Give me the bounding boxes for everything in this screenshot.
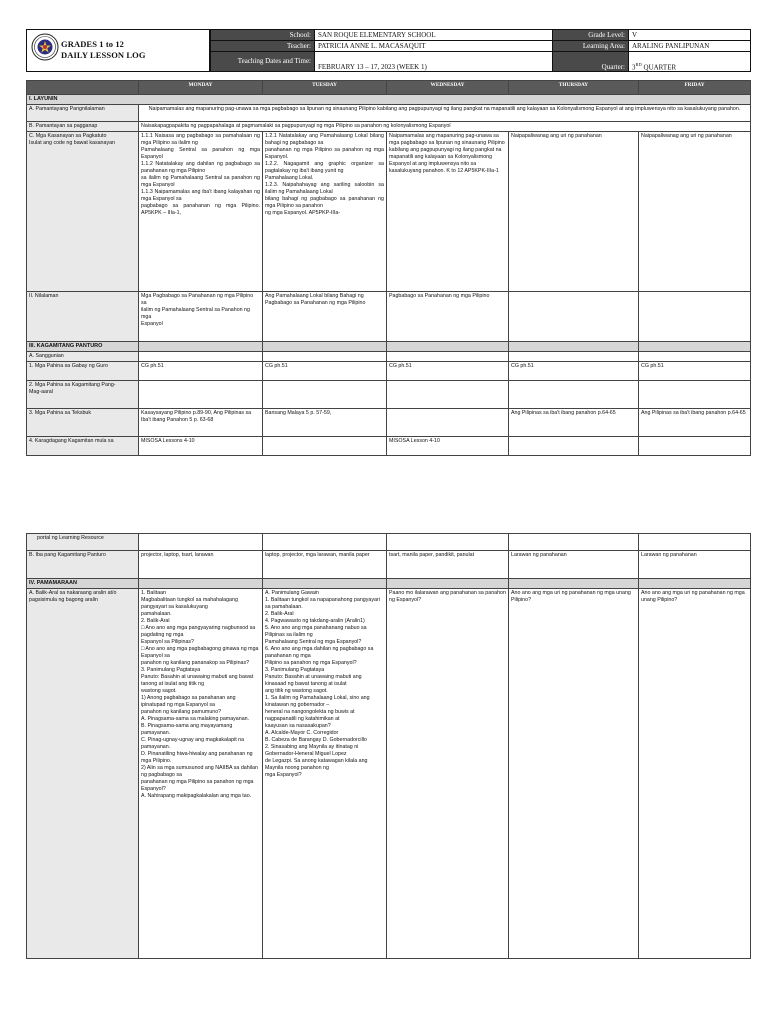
row-sanggunian — [27, 352, 751, 362]
kma-blank-4 — [509, 381, 639, 409]
lesson-log-table-1 — [26, 80, 751, 456]
row-nilalaman — [27, 292, 751, 342]
nilalaman-tuesday: Ang Pamahalaang Lokal bilang Bahagi ng Pagbabago sa Panahanan ng mga Pilipino — [263, 292, 387, 342]
row-pamantayan-pagganap — [27, 122, 751, 132]
iba-thursday: Larawan ng panahanan — [509, 551, 639, 579]
karagdagang-tuesday — [263, 437, 387, 456]
header-meta-table — [210, 29, 751, 72]
dates-label: Teaching Dates and Time: — [211, 51, 315, 71]
gabay-label: 1. Mga Pahina sa Gabay ng Guro — [27, 362, 139, 381]
sanggunian-blank-2 — [263, 352, 387, 362]
nilalaman-wednesday: Pagbabago sa Panahanan ng mga Pilipino — [387, 292, 509, 342]
day-monday: MONDAY — [139, 81, 263, 95]
iba-monday: projector, laptop, tsart, larawan — [139, 551, 263, 579]
kagamitang-mag-aaral-label: 2. Mga Pahina sa Kagamitang Pang- Mag-aaral — [27, 381, 139, 409]
teksbuk-wednesday — [387, 409, 509, 437]
nilalaman-monday: Mga Pagbabago sa Panahanan ng mga Pilipino sa ilalim ng Pamahalaang Sentral sa Panahon ng mga Espanyol — [139, 292, 263, 342]
row-karagdagang-kagamitan — [27, 437, 751, 456]
teacher-label: Teacher: — [211, 40, 315, 51]
area-value: ARALING PANLIPUNAN — [629, 40, 751, 51]
sanggunian-blank-3 — [387, 352, 509, 362]
row-kasanayan — [27, 132, 751, 292]
balik-aral-wednesday: Paano mo ilalarawan ang panahanan sa panahon ng Espanyol? — [387, 589, 509, 959]
title-line-1: GRADES 1 to 12 — [61, 39, 125, 49]
sanggunian-label: A. Sanggunian — [27, 352, 139, 362]
nilalaman-thursday — [509, 292, 639, 342]
dll-title — [61, 39, 146, 61]
karagdagang-thursday — [509, 437, 639, 456]
teksbuk-tuesday: Bansang Malaya 5 p. 57-59, — [263, 409, 387, 437]
kasanayan-tuesday: 1.2.1 Natatalakay ang Pamahalaang Lokal bilang bahagi ng pagbabago sa panahanan ng mga Pilipino sa panahon ng mga Espanyol. 1.2.2. Nagagamit ang graphic organizer sa pagtalakay ng iba't ibang yunit ng Pamahalaang Lokal. 1.2.3. Naipahahayag ang sariling saloobin sa ilalim ng Pamahalaang Lokal bilang bahagi ng pagbabago sa panahanan ng mga Pilipino sa panahon ng mga Espanyol. AP5PKP-IIIa- — [263, 132, 387, 292]
kasanayan-thursday: Naipapaliwanag ang uri ng panahanan — [509, 132, 639, 292]
teksbuk-monday: Kasaysayang Pilipino p.89-90, Ang Pilipinas sa Iba't ibang Panahon 5 p. 63-68 — [139, 409, 263, 437]
section-layunin — [27, 95, 751, 105]
day-thursday: THURSDAY — [509, 81, 639, 95]
karagdagang-monday: MISOSA Lessons 4-10 — [139, 437, 263, 456]
day-header-row — [27, 81, 751, 95]
kasanayan-label: C. Mga Kasanayan sa Pagkatuto Isulat ang code ng bawat kasanayan — [27, 132, 139, 292]
kasanayan-wednesday: Naipamamalas ang mapanuring pag-unawa sa mga pagbabago sa lipunan ng sinaunang Pilipino kabilang ang pagpupunyagi ng ilang pangkat na mapanatili ang kalayaan sa Kolonyalismong Espanyol at ang impluwensya nito sa kasalukuyang panahon. K to 12 AP5KPK-IIIa-1 — [387, 132, 509, 292]
title-box — [26, 29, 210, 72]
nilalaman-label: II. Nilalaman — [27, 292, 139, 342]
school-label: School: — [211, 30, 315, 41]
teksbuk-thursday: Ang Pilipinas sa iba't ibang panahon p.64-65 — [509, 409, 639, 437]
karagdagang-wednesday: MISOSA Lesson 4-10 — [387, 437, 509, 456]
kasanayan-monday: 1.1.1 Naisasa ang pagbabago sa pamahalaan ng mga Pilipino sa ilalim ng Pamahalaang Sentral sa panahon ng mga Espanyol 1.1.2 Natatalakay ang dahilan ng pagbabago sa panahanan ng mga Pilipino sa ilalim ng Pamahalaang Sentral sa panahon ng mga Espanyol 1.1.3 Naipamamalas ang iba't ibang kalayahan ng mga Espanyol sa pagbabago sa panahanan ng mga Pilipino. AP5KPK – IIIa-1, — [139, 132, 263, 292]
quarter-word: QUARTER — [643, 63, 677, 71]
balik-aral-tuesday: A. Panimulang Gawain 1. Balitaan tungkol sa napapanahong pangyayari sa pamahalaan. 2. Balik-Aral 4. Pagwawasto ng takdang-aralin (Aralin1) 5. Ano ano ang mga panahanang nabuo sa Pilipinas sa ilalim ng Pamahalaang Sentral ng mga Espanyol? 6. Ano ano ang mga dahilan ng pagbabago sa panahanan ng mga Pilipino sa panahon ng mga Espanyol? 3. Panimulang Pagtataya Panuto: Basahin at unawaing mabuti ang kinasaad ng bawat tanong at isulat ang titik ng wastong sagot. 1. Sa ilalim ng Pamahalaang Lokal, sino ang kinatawan ng gobernador – heneral na nangongolekta ng buwis at nagpapanatili ng katahimikan at kaayusan sa nasasakupan? A. Alcalde-Mayor C. Corregidor B. Cabeza de Barangay D. Gobernadorcillo 2. Sinasabing ang Maynila ay itinatag ni Gobernador-Heneral Miguel Lopez de Legazpi. Sa anong katawagan kilala ang Maynila noong panahon ng mga Espanyol? — [263, 589, 387, 959]
day-friday: FRIDAY — [639, 81, 751, 95]
gabay-monday: CG ph.51 — [139, 362, 263, 381]
pagganap-label: B. Pamantayan sa pagganap — [27, 122, 139, 132]
nilalaman-friday — [639, 292, 751, 342]
kagamitang-blank-3 — [387, 342, 509, 352]
kma-blank-5 — [639, 381, 751, 409]
grade-value: V — [629, 30, 751, 41]
pamamaraan-blank-1 — [139, 579, 263, 589]
karagdagang-label: 4. Karagdagang Kagamitan mula sa — [27, 437, 139, 456]
teksbuk-friday: Ang Pilipinas sa iba't ibang panahon p.64-65 — [639, 409, 751, 437]
pagganap-text: Naisakapagpapakita ng pagpapahalaga at pagmamalaki sa pagpupunyagi ng mga Pilipino sa panahon ng kolonyalismong Espanyol — [139, 122, 751, 132]
sanggunian-blank-4 — [509, 352, 639, 362]
dll-header — [26, 29, 750, 72]
kagamitang-label: III. KAGAMITANG PANTURO — [27, 342, 139, 352]
kagamitang-blank-4 — [509, 342, 639, 352]
teacher-value: PATRICIA ANNE L. MACASAQUIT — [315, 40, 553, 51]
pamamaraan-blank-3 — [387, 579, 509, 589]
pamamaraan-blank-4 — [509, 579, 639, 589]
day-tuesday: TUESDAY — [263, 81, 387, 95]
portal-blank-4 — [509, 534, 639, 551]
row-teksbuk — [27, 409, 751, 437]
iba-tuesday: laptop, projector, mga larawan, manila paper — [263, 551, 387, 579]
row-pamantayang-pangnilalaman — [27, 105, 751, 122]
kagamitang-blank-5 — [639, 342, 751, 352]
deped-seal-icon — [31, 33, 59, 61]
teksbuk-label: 3. Mga Pahina sa Teksbuk — [27, 409, 139, 437]
kma-blank-2 — [263, 381, 387, 409]
pamamaraan-blank-2 — [263, 579, 387, 589]
section-pamamaraan — [27, 579, 751, 589]
gabay-tuesday: CG ph.51 — [263, 362, 387, 381]
portal-blank-1 — [139, 534, 263, 551]
balik-aral-monday: 1. Balitaan Magbabalitaan tungkol sa mahahalagang pangyayari sa kasalukuyang pamahalaan. 2. Balik-Aral □ Ano ano ang mga pangyayaring nagbunsod sa pagdating ng mga Espanyol sa Pilipinas? □ Ano ano ang mga pagbabagong ginawa ng mga Espanyol sa panahon ng kanilang pananakop sa Pilipinas? 3. Panimulang Pagtataya Panuto: Basahin at unawaing mabuti ang bawat tanong at isulat ang titik ng wastong sagot. 1) Anong pagbabago sa panahanan ang ipinatupad ng mga Espanyol sa panahon ng kanilang pamumuno? A. Pinagsama-sama sa malaking pamayanan. B. Pinagsama-sama ang mayayamang pamayanan. C. Pinag-ugnay-ugnay ang magkakalapit na pamayanan. D. Pinanatiling hiwa-hiwalay ang panahanan ng mga Pilipino. 2) Alin sa mga sumusunod ang NAIIBA sa dahilan ng pagbabago sa panahanan ng mga Pilipino sa panahon ng mga Espanyol? A. Nahirapang makipagkalakalan ang mga tao. — [139, 589, 263, 959]
quarter-label: Quarter: — [553, 51, 629, 71]
kasanayan-friday: Naipapaliwanag ang uri ng panahanan — [639, 132, 751, 292]
lesson-log-table-2 — [26, 533, 751, 959]
portal-blank-3 — [387, 534, 509, 551]
pangnilalaman-text: Naipamamalas ang mapanuring pag-unawa sa mga pagbabago sa lipunan ng sinaunang Pilipino kabilang ang pagpupunyagi ng ilang pangkat na mapanatili ang kalayaan sa Kolonyalismong Espanyol at ang impluwensya nito sa kasalukuyang panahon. — [139, 105, 751, 122]
gabay-wednesday: CG ph.51 — [387, 362, 509, 381]
area-label: Learning Area: — [553, 40, 629, 51]
balik-aral-thursday: Ano ano ang mga uri ng panahanan ng mga unang Pilipino? — [509, 589, 639, 959]
section-layunin-label: I. LAYUNIN — [27, 95, 751, 105]
title-line-2: DAILY LESSON LOG — [61, 50, 146, 60]
kma-blank-1 — [139, 381, 263, 409]
grade-label: Grade Level: — [553, 30, 629, 41]
gabay-friday: CG ph.51 — [639, 362, 751, 381]
portal-blank-5 — [639, 534, 751, 551]
portal-blank-2 — [263, 534, 387, 551]
gabay-thursday: CG ph.51 — [509, 362, 639, 381]
iba-friday: Larawan ng panahanan — [639, 551, 751, 579]
row-portal-learning-resource — [27, 534, 751, 551]
portal-label: portal ng Learning Resource — [27, 534, 139, 551]
balik-aral-friday: Ano ano ang mga uri ng panahanan ng mga unang Pilipino? — [639, 589, 751, 959]
iba-wednesday: tsart, manila paper, pandikit, panulat — [387, 551, 509, 579]
pangnilalaman-label: A. Pamantayang Pangnilalaman — [27, 105, 139, 122]
sanggunian-blank-5 — [639, 352, 751, 362]
kagamitang-blank-1 — [139, 342, 263, 352]
row-iba-pang-kagamitan — [27, 551, 751, 579]
day-wednesday: WEDNESDAY — [387, 81, 509, 95]
kma-blank-3 — [387, 381, 509, 409]
row-gabay-guro — [27, 362, 751, 381]
balik-aral-label: A. Balik-Aral sa nakaraang aralin at/o pagsisimula ng bagong aralin — [27, 589, 139, 959]
karagdagang-friday — [639, 437, 751, 456]
iba-label: B. Iba pang Kagamitang Panturo — [27, 551, 139, 579]
day-header-blank — [27, 81, 139, 95]
pamamaraan-blank-5 — [639, 579, 751, 589]
dates-value: FEBRUARY 13 – 17, 2023 (WEEK 1) — [315, 51, 553, 71]
quarter-ordinal: RD — [635, 61, 642, 67]
quarter-number: 3 — [632, 63, 636, 71]
row-kagamitang-mag-aaral — [27, 381, 751, 409]
row-balik-aral — [27, 589, 751, 959]
kagamitang-blank-2 — [263, 342, 387, 352]
pamamaraan-label: IV. PAMAMARAAN — [27, 579, 139, 589]
school-value: SAN ROQUE ELEMENTARY SCHOOL — [315, 30, 553, 41]
sanggunian-blank-1 — [139, 352, 263, 362]
section-kagamitang-panturo — [27, 342, 751, 352]
quarter-value — [629, 51, 751, 71]
